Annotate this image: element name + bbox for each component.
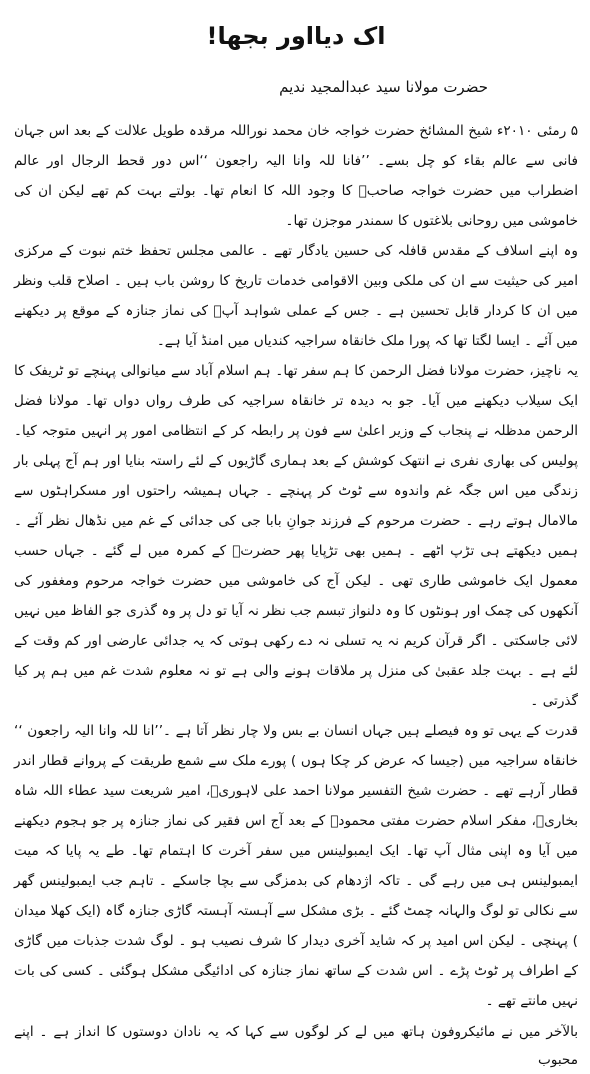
paragraph: قدرت کے یہی تو وہ فیصلے ہیں جہاں انسان بے بس ولا چار نظر آتا ہے ۔’’انا للہ وانا الیہ راجعون ‘‘ خانقاہ سراجیہ میں (جیسا کہ عرض کر چکا ہوں ) پورے ملک سے شمع طریقت کے پروانے قطار اندر قطار آرہے تھے ۔ حضرت شیخ التفسیر مولانا احمد علی لاہوریؒ، امیر شریعت سید عطاء اللہ شاہ بخاریؒ، مفکر اسلام حضرت مفتی محمودؒ کے بعد آج اس فقیر کی نماز جنازہ پر جو ہجوم دیکھنے میں آیا وہ اپنی مثال آپ تھا۔ ایک ایمبولینس میں سفر آخرت کا اہتمام تھا۔ طے یہ پایا کہ میت ایمبولینس ہی میں رہے گی ۔ تاکہ اژدھام کی بدمزگی سے بچا جاسکے ۔ تاہم جب ایمبولینس گھر سے نکالی تو لوگ والہانہ چمٹ گئے ۔ بڑی مشکل سے آہستہ آہستہ گاڑی جنازہ گاہ (ایک کھلا میدان ) پہنچی ۔ لیکن اس امید پر کہ شاید آخری دیدار کا شرف نصیب ہو ۔ لوگ شدت جذبات میں گاڑی کے اطراف پر ٹوٹ پڑے ۔ اس شدت کے ساتھ نماز جنازہ کی ادائیگی مشکل ہوگئی ۔ کسی کی بات نہیں مانتے تھے ۔	[14, 723, 578, 1009]
paragraph: وہ اپنے اسلاف کے مقدس قافلہ کی حسین یادگار تھے ۔ عالمی مجلس تحفظ ختم نبوت کے مرکزی امیر کی حیثیت سے ان کی ملکی وبین الاقوامی خدمات تاریخ کا روشن باب ہیں ۔ اصلاح قلب ونظر میں ان کا کردار قابل تحسین ہے ۔ جس کے عملی شواہد آپؒ کی نماز جنازہ کے موقع پر دیکھنے میں آئے ۔ ایسا لگتا تھا کہ پورا ملک خانقاہ سراجیہ کندیاں میں امنڈ آیا ہے۔	[14, 243, 578, 349]
article-title: اک دیااور بجھا!	[206, 22, 386, 50]
article-body	[14, 116, 578, 1074]
article-author: حضرت مولانا سید عبدالمجید ندیم	[279, 78, 488, 96]
paragraph: یہ ناچیز، حضرت مولانا فضل الرحمن کا ہم سفر تھا۔ ہم اسلام آباد سے میانوالی پہنچے تو ٹریفک کا ایک سیلاب دیکھنے میں آیا۔ جو بہ دیدہ تر خانقاہ سراجیہ کی طرف رواں دواں تھا۔ مولانا فضل الرحمن مدظلہ نے پنجاب کے وزیر اعلیٰ سے فون پر رابطہ کر کے انتظامی امور پر انہیں متوجہ کیا۔ پولیس کی بھاری نفری نے انتھک کوشش کے بعد ہماری گاڑیوں کے لئے راستہ بنایا اور ہم آج پہلی بار زندگی میں اس جگہ غم واندوہ سے ٹوٹ کر پہنچے ۔ جہاں ہمیشہ راحتوں اور مسکراہٹوں سے مالامال ہوتے رہے ۔ حضرت مرحوم کے فرزند جوانِ بابا جی کی جدائی کے غم میں نڈھال نظر آئے ۔ ہمیں دیکھتے ہی تڑپ اٹھے ۔ ہمیں بھی تڑپایا پھر حضرتؒ کے کمرہ میں لے گئے ۔ جہاں حسب معمول ایک خاموشی طاری تھی ۔ لیکن آج کی خاموشی میں حضرت خواجہ مرحوم ومغفور کی آنکھوں کی چمک اور ہونٹوں کا وہ دلنواز تبسم جب نظر نہ آیا تو دل پر وہ گذری جو الفاظ میں نہیں لائی جاسکتی ۔ اگر قرآن کریم نہ یہ تسلی نہ دے رکھی ہوتی کہ یہ جدائی عارضی اور کم وقت کے لئے ہے ۔ بہت جلد عقبیٰ کی منزل پر ملاقات ہونے والی ہے تو نہ معلوم شدت غم میں ہم پر کیا گذرتی ۔	[14, 363, 578, 709]
paragraph-tail: بالآخر میں نے مائیکروفون ہاتھ میں لے کر لوگوں سے کہا کہ یہ نادان دوستوں کا انداز ہے ۔ اپنے محبوب	[14, 1024, 578, 1068]
paragraph: ۵ رمئی ۲۰۱۰ء شیخ المشائخ حضرت خواجہ خان محمد نوراللہ مرقدہ طویل علالت کے بعد اس جہان فانی سے عالم بقاء کو چل بسے۔ ’’فانا للہ وانا الیہ راجعون ‘‘اس دور قحط الرجال اور عالم اضطراب میں حضرت خواجہ صاحبؒ کا وجود اللہ کا انعام تھا۔ بولتے بہت کم تھے لیکن ان کی خاموشی میں روحانی بلاغتوں کا سمندر موجزن تھا۔	[14, 123, 578, 229]
